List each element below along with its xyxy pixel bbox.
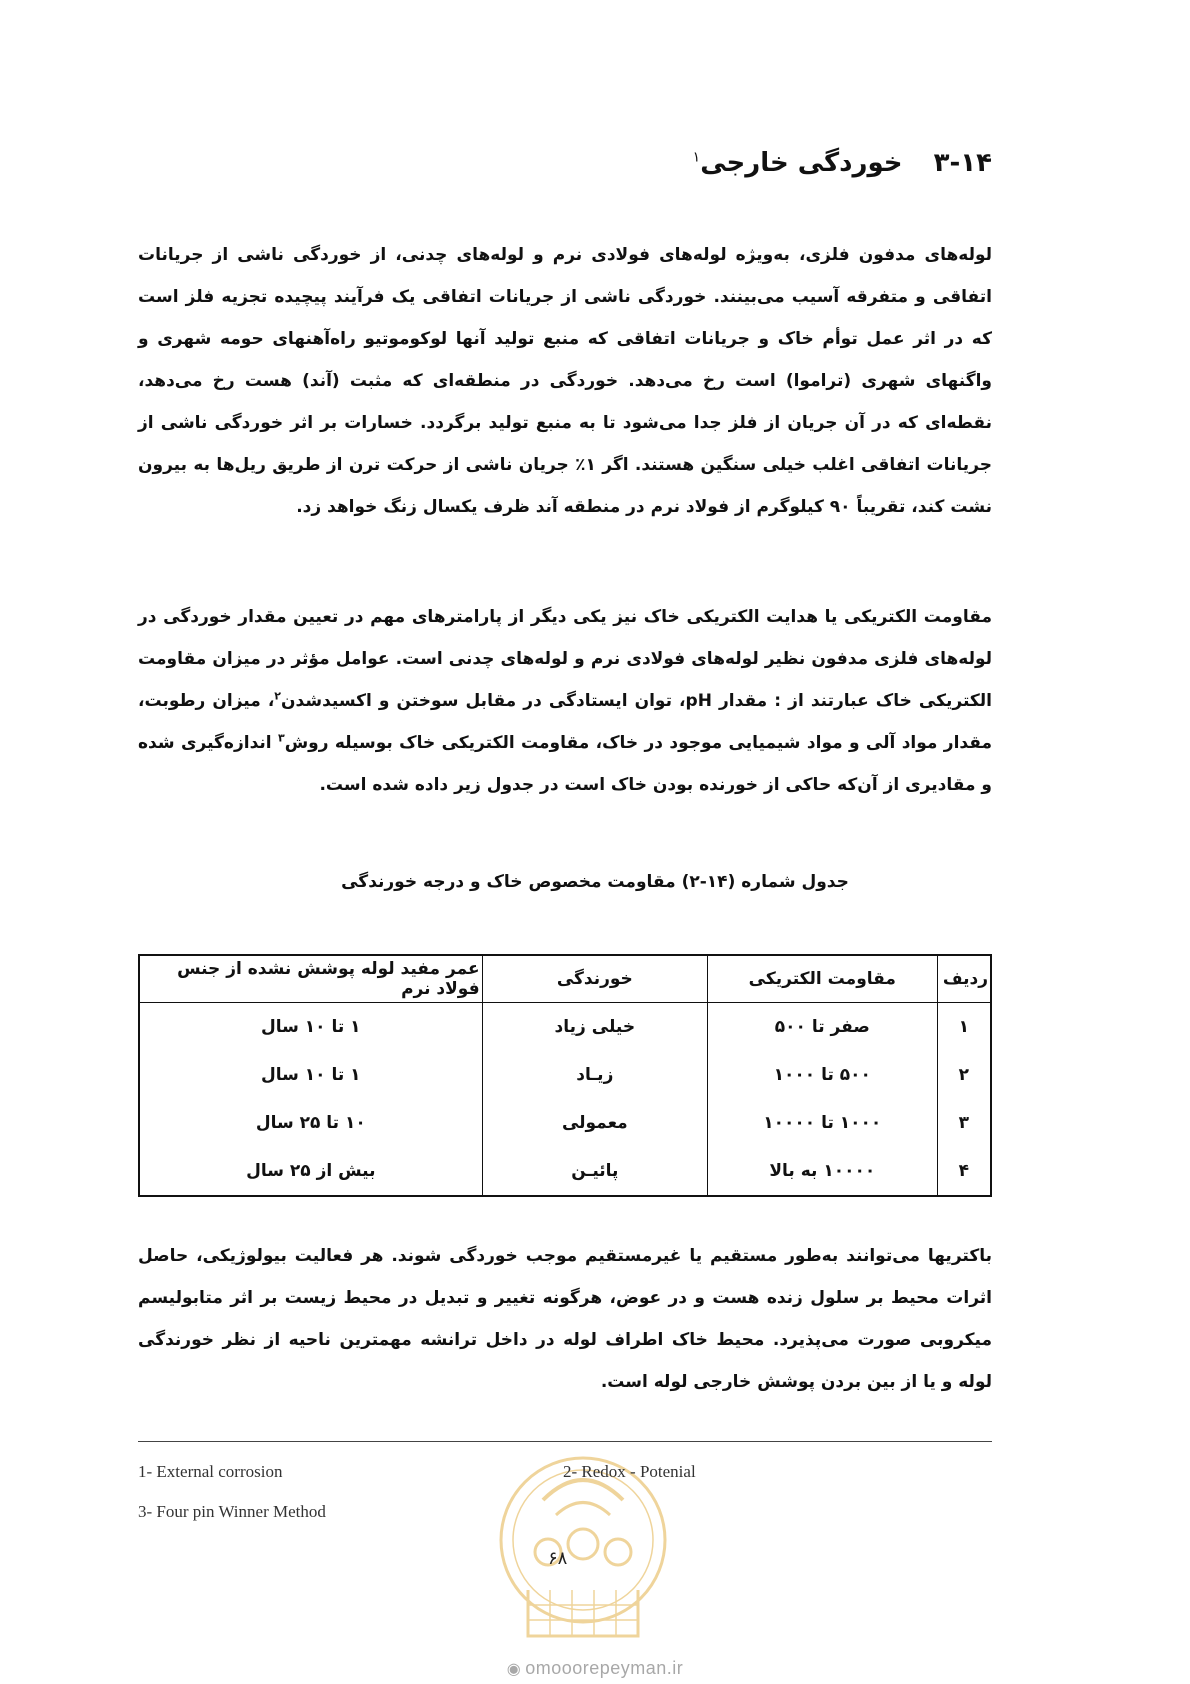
table-row — [139, 1099, 991, 1147]
cell-resistance: ۵۰۰ تا ۱۰۰۰ — [708, 1051, 937, 1099]
section-number: ۳-۱۴ — [933, 148, 992, 178]
soil-resistance-table — [138, 954, 992, 1197]
header-corrosivity: خورندگی — [482, 955, 707, 1003]
cell-corrosivity: معمولی — [482, 1099, 707, 1147]
cell-resistance: ۱۰۰۰ تا ۱۰۰۰۰ — [708, 1099, 937, 1147]
header-row-number: ردیف — [937, 955, 991, 1003]
table-row — [139, 1147, 991, 1196]
header-resistance: مقاومت الکتریکی — [708, 955, 937, 1003]
cell-row-number: ۳ — [937, 1099, 991, 1147]
header-service-life: عمر مفید لوله پوشش نشده از جنس فولاد نرم — [139, 955, 482, 1003]
paragraph-bacteria: باکتریها می‌توانند به‌طور مستقیم یا غیرمستقیم موجب خوردگی شوند. هر فعالیت بیولوژیکی، حاصل اثرات محیط بر سلول زنده هست و در عوض، هرگونه تغییر و تبدیل در محیط زیست بر اثر متابولیسم میکروبی صورت می‌پذیرد. محیط خاک اطراف لوله در داخل ترانشه مهمترین ناحیه از نظر خورندگی لوله و یا از بین بردن پوشش خارجی لوله است. — [138, 1246, 992, 1392]
section-heading — [693, 148, 992, 178]
cell-corrosivity: زیـاد — [482, 1051, 707, 1099]
cell-resistance: ۱۰۰۰۰ به بالا — [708, 1147, 937, 1196]
cell-row-number: ۴ — [937, 1147, 991, 1196]
paragraph-stray-currents: لوله‌های مدفون فلزی، به‌ویژه لوله‌های فولادی نرم و لوله‌های چدنی، از خوردگی ناشی از جریانات اتفاقی و متفرقه آسیب می‌بینند. خوردگی ناشی از جریانات اتفاقی یک فرآیند پیچیده تجزیه فلز است که در اثر عمل توأم خاک و جریانات اتفاقی که منبع تولید آنها لوکوموتیو راه‌آهنهای حومه شهری و واگنهای شهری (تراموا) است رخ می‌دهد. خوردگی در منطقه‌ای که مثبت (آند) هست رخ می‌دهد، نقطه‌ای که در آن جریان از فلز جدا می‌شود تا به منبع تولید برگردد. خسارات بر اثر خوردگی ناشی از جریانات اتفاقی اغلب خیلی سنگین هستند. اگر ۱٪ جریان ناشی از حرکت ترن از طریق ریل‌ها به بیرون نشت کند، تقریباً ۹۰ کیلوگرم از فولاد نرم در منطقه آند ظرف یکسال زنگ خواهد زد. — [138, 245, 992, 517]
cell-service-life: ۱۰ تا ۲۵ سال — [139, 1099, 482, 1147]
table-header-row — [139, 955, 991, 1003]
cell-service-life: ۱ تا ۱۰ سال — [139, 1051, 482, 1099]
globe-icon: ◉ — [506, 1661, 522, 1678]
paragraph-soil-resistance — [138, 596, 992, 806]
cell-service-life: بیش از ۲۵ سال — [139, 1147, 482, 1196]
table-row — [139, 1003, 991, 1052]
cell-row-number: ۱ — [937, 1003, 991, 1052]
section-footnote-ref: ۱ — [692, 149, 701, 166]
cell-row-number: ۲ — [937, 1051, 991, 1099]
footnote-3: 3- Four pin Winner Method — [138, 1502, 326, 1521]
cell-resistance: صفر تا ۵۰۰ — [708, 1003, 937, 1052]
footnote-ref-3: ۳ — [277, 731, 285, 745]
cell-service-life: ۱ تا ۱۰ سال — [139, 1003, 482, 1052]
watermark-site — [0, 1658, 1190, 1679]
paragraph-part: ، میزان رطوبت، مقدار مواد آلی و مواد شیمیایی موجود در خاک، مقاومت الکتریکی خاک بوسیله روش — [138, 691, 992, 753]
footnote-ref-2: ۲ — [274, 689, 282, 703]
footnote-2: 2- Redox - Potenial — [563, 1462, 696, 1481]
section-title: خوردگی خارجی — [700, 148, 903, 178]
table-caption: جدول شماره (۱۴-۲) مقاومت مخصوص خاک و درجه خورندگی — [341, 872, 849, 892]
watermark-site-text: omooorepeyman.ir — [525, 1658, 684, 1678]
cell-corrosivity: پائیـن — [482, 1147, 707, 1196]
table-row — [139, 1051, 991, 1099]
footnote-1: 1- External corrosion — [138, 1462, 283, 1481]
paragraph-part: اندازه‌گیری شده و مقادیری از آن‌که حاکی از خورنده بودن خاک است در جدول زیر داده شده است. — [138, 733, 992, 795]
cell-corrosivity: خیلی زیاد — [482, 1003, 707, 1052]
paragraph-part: مقاومت الکتریکی یا هدایت الکتریکی خاک نیز یکی دیگر از پارامترهای مهم در تعیین مقدار خوردگی در لوله‌های فلزی مدفون نظیر لوله‌های فولادی نرم و لوله‌های چدنی است. عوامل مؤثر در میزان مقاومت الکتریکی خاک عبارتند از : مقدار pH، توان ایستادگی در مقابل سوختن و اکسیدشدن — [138, 607, 993, 711]
page-number: ۶۸ — [548, 1548, 568, 1569]
